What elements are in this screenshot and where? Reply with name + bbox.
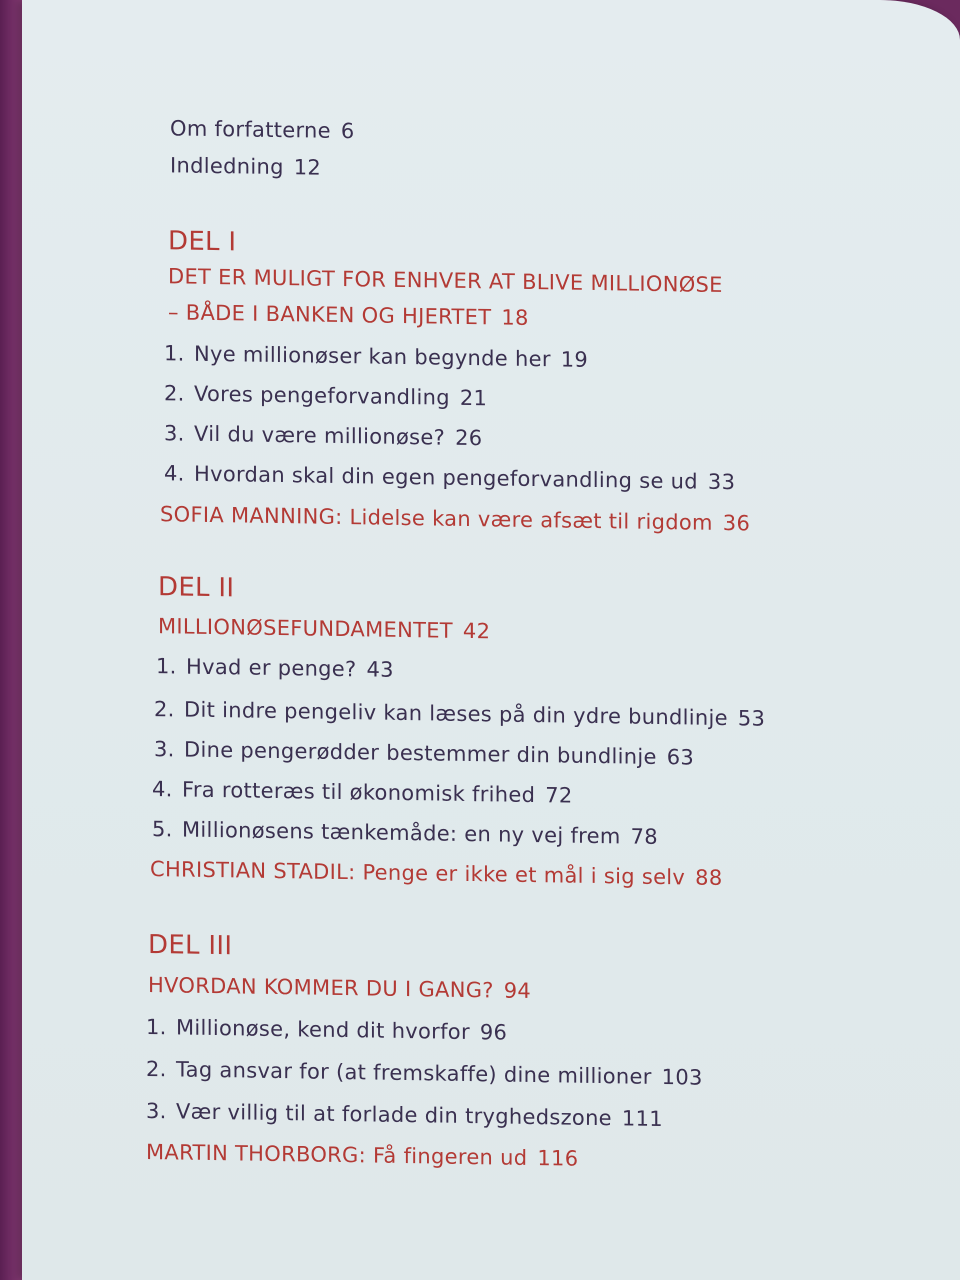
part-heading-1-line-1: DET ER MULIGT FOR ENHVER AT BLIVE MILLIONØSE bbox=[168, 264, 723, 298]
part-label-2: DEL II bbox=[158, 572, 235, 604]
part-label-3: DEL III bbox=[148, 929, 233, 962]
chapter-entry: 1. Millionøse, kend dit hvorfor 96 bbox=[146, 1014, 508, 1045]
chapter-entry: 2. Tag ansvar for (at fremskaffe) dine millioner 103 bbox=[146, 1056, 703, 1090]
chapter-entry: 5. Millionøsens tænkemåde: en ny vej frem 78 bbox=[152, 817, 658, 849]
chapter-entry: 3. Dine pengerødder bestemmer din bundlinje 63 bbox=[154, 737, 695, 770]
part-heading-3: HVORDAN KOMMER DU I GANG? 94 bbox=[148, 972, 532, 1003]
toc-entry-indledning: Indledning 12 bbox=[170, 153, 322, 180]
interview-entry-3: MARTIN THORBORG: Få fingeren ud 116 bbox=[146, 1139, 579, 1171]
chapter-entry: 2. Dit indre pengeliv kan læses på din ydre bundlinje 53 bbox=[154, 697, 766, 731]
part-heading-1-line-2: – BÅDE I BANKEN OG HJERTET 18 bbox=[168, 300, 529, 330]
toc-entry-forfatterne: Om forfatterne 6 bbox=[170, 116, 355, 144]
chapter-entry: 3. Vil du være millionøse? 26 bbox=[164, 421, 483, 451]
chapter-entry: 1. Nye millionøser kan begynde her 19 bbox=[164, 341, 589, 372]
chapter-entry: 4. Hvordan skal din egen pengeforvandling se ud 33 bbox=[164, 461, 736, 495]
table-of-contents bbox=[22, 0, 960, 1280]
book-page bbox=[22, 0, 960, 1280]
interview-entry-1: SOFIA MANNING: Lidelse kan være afsæt til rigdom 36 bbox=[160, 502, 751, 536]
chapter-entry: 1. Hvad er penge? 43 bbox=[156, 654, 394, 682]
chapter-entry: 2. Vores pengeforvandling 21 bbox=[164, 381, 488, 411]
chapter-entry: 3. Vær villig til at forlade din tryghedszone 111 bbox=[146, 1098, 663, 1132]
chapter-entry: 4. Fra rotteræs til økonomisk frihed 72 bbox=[152, 777, 573, 808]
interview-entry-2: CHRISTIAN STADIL: Penge er ikke et mål i sig selv 88 bbox=[150, 857, 723, 891]
part-label-1: DEL I bbox=[168, 226, 237, 258]
part-heading-2: MILLIONØSEFUNDAMENTET 42 bbox=[158, 614, 491, 644]
